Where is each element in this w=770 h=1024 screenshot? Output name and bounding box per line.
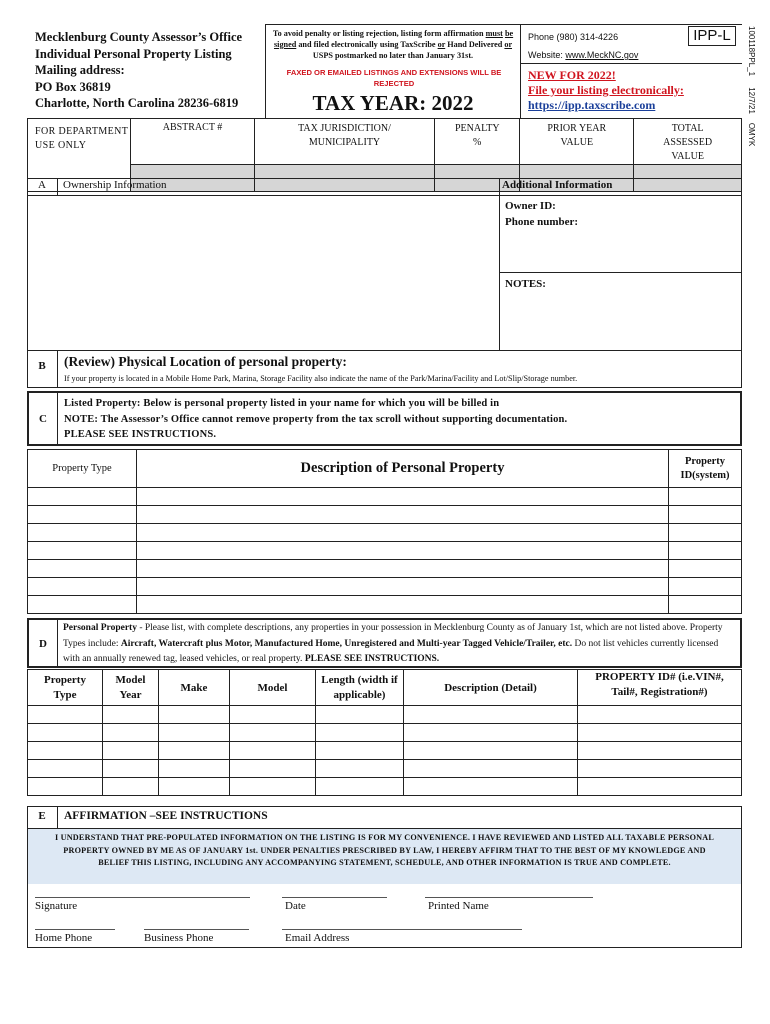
email-field[interactable] (282, 914, 522, 929)
pp-row-cell[interactable] (159, 760, 230, 778)
physical-location-title: (Review) Physical Location of personal property: (64, 354, 347, 369)
printed-name-field[interactable] (425, 882, 593, 897)
affirmation-title: AFFIRMATION –SEE INSTRUCTIONS (64, 810, 268, 822)
file-electronically: File your listing electronically: (528, 83, 684, 97)
listed-row-desc[interactable] (137, 524, 669, 542)
date-line (282, 897, 387, 898)
section-b-letter-divider (57, 351, 58, 388)
office-address-block (35, 29, 263, 112)
date-field[interactable] (282, 882, 387, 897)
listed-property-notice: Listed Property: Below is personal property listed in your name for which you will be billed in NOTE: The Assessor’s Office cannot remove property from the tax scroll without supporting documentation. PLEASE SEE INSTRUCTIONS. (64, 398, 568, 440)
pp-row-cell[interactable] (230, 724, 316, 742)
pp-row-cell[interactable] (404, 778, 578, 796)
pp-row-cell[interactable] (316, 742, 404, 760)
listed-row-type[interactable] (28, 560, 137, 578)
pp-row-cell[interactable] (316, 778, 404, 796)
signature-field[interactable] (35, 882, 250, 897)
section-d-letter-divider (57, 620, 58, 666)
phone-info: Phone (980) 314-4226 (528, 32, 619, 42)
pp-property-id-header: PROPERTY ID# (i.e.VIN#, Tail#, Registration#) (578, 670, 742, 706)
jurisdiction-header: TAX JURISDICTION/ MUNICIPALITY (255, 119, 435, 165)
new-for-2022: NEW FOR 2022! (528, 68, 616, 82)
listed-row-desc[interactable] (137, 560, 669, 578)
pp-description-header: Description (Detail) (404, 670, 578, 706)
section-c-letter-divider (57, 393, 58, 444)
total-assessed-header: TOTAL ASSESSED VALUE (634, 119, 742, 165)
physical-location-note: If your property is located in a Mobile Home Park, Marina, Storage Facility also indicate the name of the Park/Marina/Facility and Lot/Slip/Storage number. (64, 374, 578, 383)
section-a-letter-divider (57, 178, 58, 195)
phone-number-label: Phone number: (505, 216, 579, 228)
pp-row-cell[interactable] (28, 742, 103, 760)
printed-name-label: Printed Name (428, 900, 489, 912)
listed-row-desc[interactable] (137, 506, 669, 524)
pp-row-cell[interactable] (404, 742, 578, 760)
pp-row-cell[interactable] (578, 706, 742, 724)
business-phone-line (144, 929, 249, 930)
faxed-warning: FAXED OR EMAILED LISTINGS AND EXTENSIONS WILL BE REJECTED (286, 68, 502, 88)
prior-year-header: PRIOR YEAR VALUE (520, 119, 634, 165)
pp-row-cell[interactable] (404, 706, 578, 724)
listed-row-type[interactable] (28, 578, 137, 596)
personal-property-table (27, 669, 742, 796)
listed-row-id[interactable] (669, 578, 742, 596)
pp-row-cell[interactable] (230, 778, 316, 796)
property-type-header: Property Type (28, 450, 137, 488)
office-line: Individual Personal Property Listing (35, 46, 232, 61)
pp-row-cell[interactable] (28, 724, 103, 742)
listed-row-desc[interactable] (137, 578, 669, 596)
business-phone-label: Business Phone (144, 932, 214, 944)
pp-row-cell[interactable] (103, 742, 159, 760)
pp-row-cell[interactable] (578, 760, 742, 778)
additional-info-divider (499, 178, 500, 351)
side-form-code: 100118PPL_1 12/7/21 OMYK (747, 26, 756, 147)
listed-row-desc[interactable] (137, 488, 669, 506)
header-top-line (265, 24, 742, 25)
listed-row-id[interactable] (669, 524, 742, 542)
owner-id-label: Owner ID: (505, 200, 556, 212)
pp-row-cell[interactable] (316, 760, 404, 778)
listed-row-id[interactable] (669, 560, 742, 578)
pp-row-cell[interactable] (28, 778, 103, 796)
section-e-letter: E (38, 810, 46, 822)
listed-row-desc[interactable] (137, 596, 669, 614)
pp-model-header: Model (230, 670, 316, 706)
section-d-letter: D (39, 638, 47, 650)
dept-use-label: FOR DEPARTMENT USE ONLY (28, 119, 131, 192)
business-phone-field[interactable] (144, 914, 249, 929)
pp-row-cell[interactable] (404, 760, 578, 778)
abstract-header: ABSTRACT # (131, 119, 255, 165)
listed-row-id[interactable] (669, 506, 742, 524)
pp-row-cell[interactable] (103, 778, 159, 796)
office-line: Mecklenburg County Assessor’s Office (35, 30, 243, 44)
website-info: Website: www.MeckNC.gov (528, 50, 639, 60)
pp-row-cell[interactable] (103, 760, 159, 778)
pp-type-header: Property Type (28, 670, 103, 706)
office-line: Mailing address: (35, 63, 125, 77)
listed-row-id[interactable] (669, 596, 742, 614)
listed-row-desc[interactable] (137, 542, 669, 560)
affirmation-statement: I UNDERSTAND THAT PRE-POPULATED INFORMATION ON THE LISTING IS FOR MY CONVENIENCE. I HAVE REVIEWED AND LISTED ALL TAXABLE PERSONAL PROPERTY OWNED BY ME AS OF JANUARY 1st. UNDER PENALTIES PRESCRIBED BY LAW, I HEREBY AFFIRM THAT TO THE BEST OF MY KNOWLEDGE AND BELIEF THIS LISTING, INCLUDING ANY ACCOMPANYING STATEMENT, SCHEDULE, AND OTHER INFORMATION IS TRUE AND COMPLETE. (28, 829, 741, 884)
form-code-badge: IPP-L (688, 26, 736, 46)
pp-row-cell[interactable] (159, 742, 230, 760)
notes-divider (499, 272, 742, 273)
section-b-letter: B (38, 360, 46, 372)
pp-row-cell[interactable] (28, 706, 103, 724)
website-link[interactable]: www.MeckNC.gov (565, 50, 639, 60)
pp-row-cell[interactable] (103, 724, 159, 742)
listed-row-type[interactable] (28, 596, 137, 614)
pp-row-cell[interactable] (316, 724, 404, 742)
additional-info-title: Additional Information (502, 179, 613, 191)
pp-row-cell[interactable] (28, 760, 103, 778)
pp-row-cell[interactable] (230, 760, 316, 778)
pp-row-cell[interactable] (230, 742, 316, 760)
office-line: PO Box 36819 (35, 79, 111, 94)
pp-row-cell[interactable] (316, 706, 404, 724)
pp-make-header: Make (159, 670, 230, 706)
pp-row-cell[interactable] (578, 724, 742, 742)
office-line: Charlotte, North Carolina 28236-6819 (35, 96, 239, 110)
listed-row-type[interactable] (28, 524, 137, 542)
signature-label: Signature (35, 900, 78, 912)
section-a-letter: A (38, 179, 46, 191)
personal-property-intro: Personal Property - Please list, with complete descriptions, any properties in your possession in Mecklenburg County as of January 1st, which are not listed above. Property Types include: Aircraft, Watercraft plus Motor, Manufactured Home, Unregistered and Multi-year Tagged Vehicle/Trailer, etc. Do not list vehicles currently licensed with an annually renewed tag, leased vehicles, or real property. PLEASE SEE INSTRUCTIONS. (63, 623, 723, 664)
pp-row-cell[interactable] (103, 706, 159, 724)
pp-row-cell[interactable] (404, 724, 578, 742)
description-header: Description of Personal Property (137, 450, 669, 488)
pp-row-cell[interactable] (578, 778, 742, 796)
pp-row-cell[interactable] (159, 706, 230, 724)
listed-row-id[interactable] (669, 542, 742, 560)
signature-line (35, 897, 250, 898)
home-phone-label: Home Phone (35, 932, 93, 944)
penalty-header: PENALTY % (435, 119, 520, 165)
notes-label: NOTES: (505, 278, 546, 290)
listed-property-table (27, 449, 742, 614)
ownership-field[interactable] (28, 196, 499, 350)
listed-row-type[interactable] (28, 488, 137, 506)
pp-length-header: Length (width if applicable) (316, 670, 404, 706)
taxscribe-link[interactable]: https://ipp.taxscribe.com (528, 98, 656, 112)
listed-row-type[interactable] (28, 542, 137, 560)
pp-row-cell[interactable] (159, 778, 230, 796)
header-divider-right (520, 24, 521, 118)
listed-row-type[interactable] (28, 506, 137, 524)
email-label: Email Address (285, 932, 350, 944)
pp-model-year-header: Model Year (103, 670, 159, 706)
printed-name-line (425, 897, 593, 898)
pp-row-cell[interactable] (230, 706, 316, 724)
pp-row-cell[interactable] (159, 724, 230, 742)
home-phone-line (35, 929, 115, 930)
email-line (282, 929, 522, 930)
website-divider (520, 63, 742, 64)
date-label: Date (285, 900, 306, 912)
header-divider-left (265, 24, 266, 118)
section-c-letter: C (39, 413, 47, 425)
listed-row-id[interactable] (669, 488, 742, 506)
tax-year-title: TAX YEAR: 2022 (312, 91, 474, 115)
ownership-title: Ownership Information (63, 179, 167, 191)
home-phone-field[interactable] (35, 914, 115, 929)
filing-notice: To avoid penalty or listing rejection, listing form affirmation must be signed and filed electronically using TaxScribe or Hand Delivered or USPS postmarked no later than January 31st. (272, 29, 514, 60)
pp-row-cell[interactable] (578, 742, 742, 760)
section-e-letter-divider (57, 806, 58, 828)
property-id-header: Property ID(system) (669, 450, 742, 488)
